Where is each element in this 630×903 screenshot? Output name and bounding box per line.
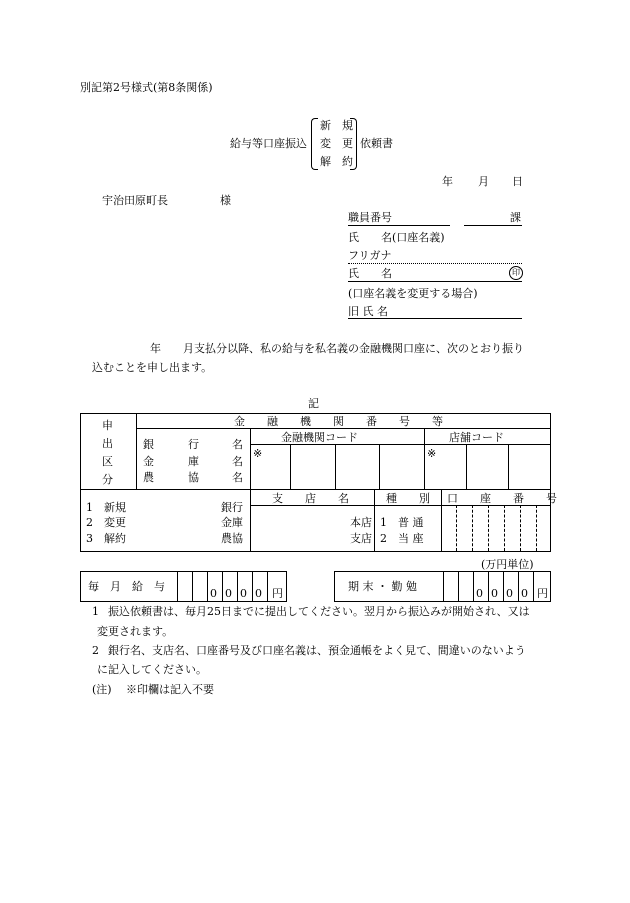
body-line-1: 年 月支払分以降、私の給与を私名義の金融機関口座に、次のとおり振り <box>150 342 524 355</box>
right-bracket <box>350 118 357 170</box>
date-day-label: 日 <box>512 175 523 188</box>
title-prefix: 給与等口座振込 <box>230 137 307 150</box>
name-account-label: 氏 名(口座名義) <box>348 231 445 244</box>
bonus-label: 期 末 ・ 勤 勉 <box>348 580 417 593</box>
furigana-label: フリガナ <box>348 249 392 262</box>
inst-label-kinko-3: 名 <box>232 455 243 468</box>
option-cancel[interactable]: 3 解約 <box>86 532 126 545</box>
bonus-zero-2: 0 <box>491 587 498 600</box>
monthly-zero-4: 0 <box>255 587 262 600</box>
addressee-honorific: 様 <box>220 194 231 207</box>
bonus-yen: 円 <box>537 587 548 600</box>
body-line-2: 込むことを申し出ます。 <box>92 361 213 374</box>
left-bracket <box>311 118 318 170</box>
monthly-zero-1: 0 <box>210 587 217 600</box>
note-1-text: 振込依頼書は、毎月25日までに提出してください。翌月から振込みが開始され、又は <box>108 605 530 618</box>
footnote-label: (注) <box>92 683 112 696</box>
staff-number-label: 職員番号 <box>348 211 392 224</box>
inst-label-bank-3: 名 <box>232 438 243 451</box>
inst-label-kinko-2: 庫 <box>188 455 199 468</box>
title-option-change: 変 更 <box>320 137 353 150</box>
inst-type-bank[interactable]: 銀行 <box>221 501 243 514</box>
footnote-text: ※印欄は記入不要 <box>126 683 214 696</box>
inst-type-kinko[interactable]: 金庫 <box>221 516 243 529</box>
title-option-new: 新 規 <box>320 119 353 132</box>
bonus-zero-4: 0 <box>521 587 528 600</box>
monthly-zero-2: 0 <box>225 587 232 600</box>
branch-type-main[interactable]: 本店 <box>350 516 372 529</box>
apply-type-char-4: 分 <box>102 473 113 486</box>
form-reference: 別記第2号様式(第8条関係) <box>80 81 213 94</box>
staff-number-field[interactable] <box>348 225 450 226</box>
seal-mark: 印 <box>509 266 523 280</box>
title-suffix: 依頼書 <box>360 137 393 150</box>
inst-label-bank-2: 行 <box>188 438 199 451</box>
apply-type-char-3: 区 <box>102 455 113 468</box>
branch-name-header: 支 店 名 <box>272 492 349 505</box>
addressee-name: 宇治田原町長 <box>102 194 168 207</box>
note-2-text-cont: に記入してください。 <box>97 663 207 676</box>
apply-type-char-1: 申 <box>102 419 113 432</box>
branch-code-header: 店舗コード <box>449 431 504 444</box>
ki-heading: 記 <box>308 397 319 410</box>
date-year-label: 年 <box>442 175 453 188</box>
unit-note: (万円単位) <box>481 558 534 571</box>
name-label: 氏 名 <box>348 267 392 280</box>
division-label: 課 <box>510 211 521 224</box>
old-name-label: 旧 氏 名 <box>348 305 388 318</box>
monthly-salary-label: 毎 月 給 与 <box>88 580 165 593</box>
apply-type-char-2: 出 <box>102 437 113 450</box>
inst-label-kinko-1: 金 <box>143 455 154 468</box>
inst-code-header: 金融機関コード <box>281 431 358 444</box>
inst-label-nokyo-3: 名 <box>232 471 243 484</box>
branch-code-asterisk: ※ <box>427 447 437 460</box>
kind-ordinary[interactable]: 1 普 通 <box>380 516 424 529</box>
old-name-field[interactable] <box>348 318 522 319</box>
inst-label-nokyo-1: 農 <box>143 471 154 484</box>
furigana-field[interactable] <box>348 263 522 264</box>
bonus-zero-3: 0 <box>506 587 513 600</box>
inst-number-header: 金 融 機 関 番 号 等 <box>234 415 443 428</box>
note-2-number: 2 <box>92 644 99 657</box>
monthly-yen: 円 <box>272 587 283 600</box>
name-field[interactable] <box>348 281 522 282</box>
inst-label-nokyo-2: 協 <box>188 471 199 484</box>
name-change-note: (口座名義を変更する場合) <box>348 287 478 300</box>
kind-current[interactable]: 2 当 座 <box>380 532 424 545</box>
inst-label-bank-1: 銀 <box>143 438 154 451</box>
title-option-cancel: 解 約 <box>320 155 353 168</box>
note-1-text-cont: 変更されます。 <box>97 625 174 638</box>
date-month-label: 月 <box>478 175 489 188</box>
option-change[interactable]: 2 変更 <box>86 516 126 529</box>
inst-type-nokyo[interactable]: 農協 <box>221 532 243 545</box>
branch-type-branch[interactable]: 支店 <box>350 532 372 545</box>
monthly-zero-3: 0 <box>240 587 247 600</box>
option-new[interactable]: 1 新規 <box>86 501 126 514</box>
division-field[interactable] <box>464 225 522 226</box>
account-number-header: 口 座 番 号 <box>447 492 557 505</box>
note-1-number: 1 <box>92 605 99 618</box>
inst-code-asterisk: ※ <box>253 447 263 460</box>
bonus-zero-1: 0 <box>476 587 483 600</box>
kind-header: 種 別 <box>386 492 430 505</box>
note-2-text: 銀行名、支店名、口座番号及び口座名義は、預金通帳をよく見て、間違いのないよう <box>108 644 526 657</box>
